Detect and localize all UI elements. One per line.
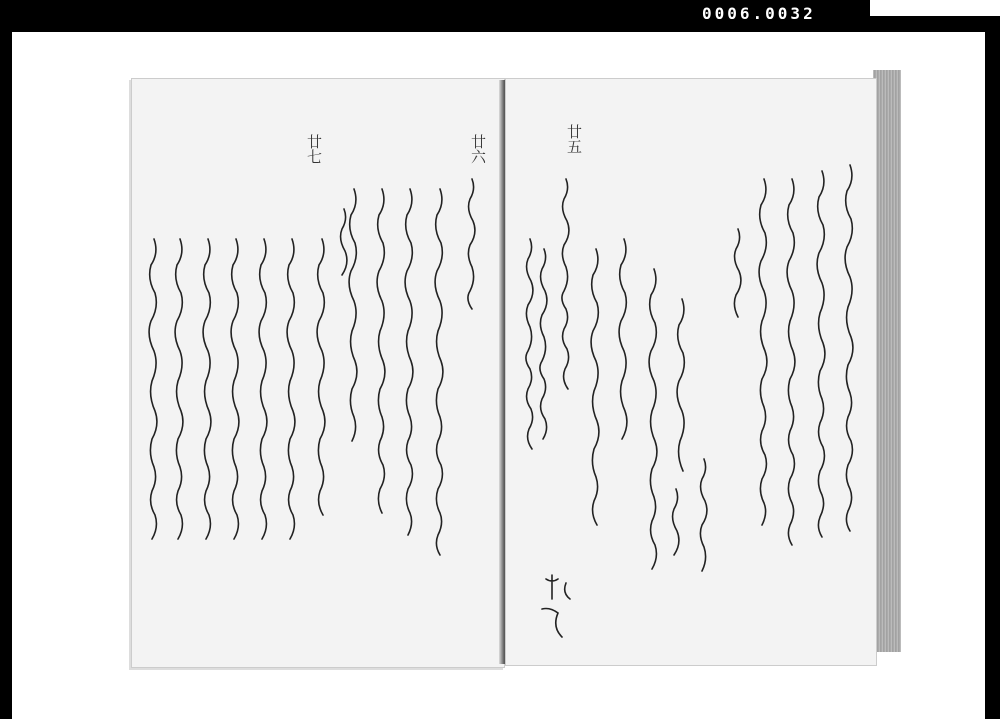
right-page [505,78,877,666]
page-number-25: 廿五 [565,124,583,154]
page-number-27: 廿七 [305,134,323,164]
frame-id: 0006.0032 [702,4,816,23]
handwriting-right [506,79,876,665]
page-number-26: 廿六 [469,134,487,164]
handwriting-left [132,79,504,667]
header-tab [870,0,1000,16]
fore-edge [873,70,901,652]
left-page [131,78,505,668]
open-book [131,78,911,668]
